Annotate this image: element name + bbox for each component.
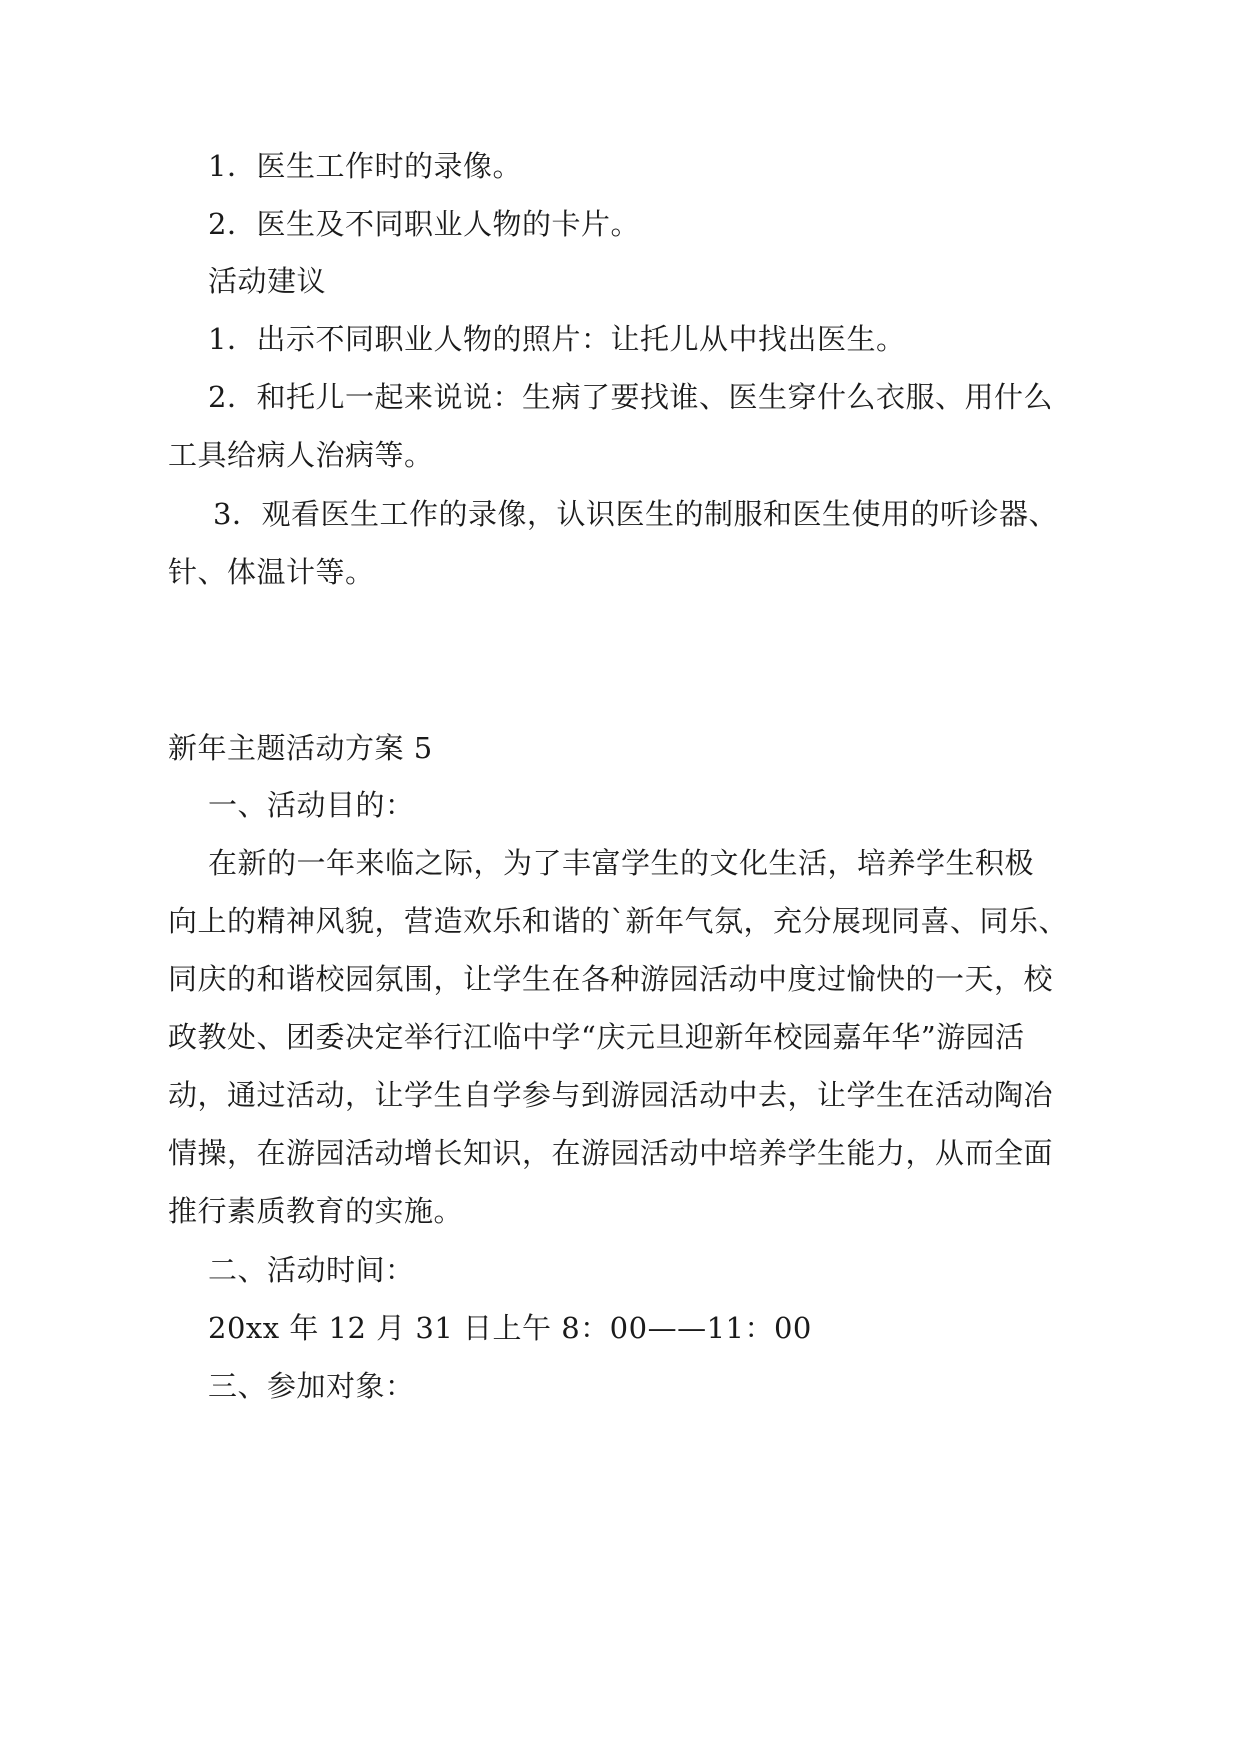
paragraph-line: 在新的一年来临之际，为了丰富学生的文化生活，培养学生积极 — [208, 846, 1035, 880]
section-heading-time: 二、活动时间： — [208, 1253, 415, 1287]
section-heading-participants: 三、参加对象： — [208, 1369, 415, 1403]
paragraph-line: 同庆的和谐校园氛围，让学生在各种游园活动中度过愉快的一天，校 — [168, 962, 1054, 996]
list-item-discuss-line-2: 工具给病人治病等。 — [168, 438, 434, 472]
paragraph-line: 动，通过活动，让学生自学参与到游园活动中去，让学生在活动陶冶 — [168, 1078, 1054, 1112]
document-title: 新年主题活动方案 5 — [168, 731, 433, 765]
list-item-show-photos: 1．出示不同职业人物的照片：让托儿从中找出医生。 — [208, 322, 906, 356]
activity-time: 20xx 年 12 月 31 日上午 8：00——11：00 — [208, 1311, 812, 1345]
paragraph-line: 政教处、团委决定举行江临中学“庆元旦迎新年校园嘉年华”游园活 — [168, 1020, 1025, 1054]
paragraph-line: 向上的精神风貌，营造欢乐和谐的`新年气氛，充分展现同喜、同乐、 — [168, 904, 1069, 938]
list-item-cards: 2．医生及不同职业人物的卡片。 — [208, 207, 640, 241]
list-item-watch-video-line-2: 针、体温计等。 — [168, 555, 375, 589]
section-heading-purpose: 一、活动目的： — [208, 788, 415, 822]
list-item-watch-video-line-1: 3．观看医生工作的录像，认识医生的制服和医生使用的听诊器、 — [213, 497, 1058, 531]
list-item-discuss-line-1: 2．和托儿一起来说说：生病了要找谁、医生穿什么衣服、用什么 — [208, 380, 1053, 414]
list-item-video: 1．医生工作时的录像。 — [208, 149, 522, 183]
paragraph-line: 推行素质教育的实施。 — [168, 1194, 464, 1228]
paragraph-line: 情操，在游园活动增长知识，在游园活动中培养学生能力，从而全面 — [168, 1136, 1054, 1170]
section-heading-activity-suggestions: 活动建议 — [208, 264, 327, 298]
